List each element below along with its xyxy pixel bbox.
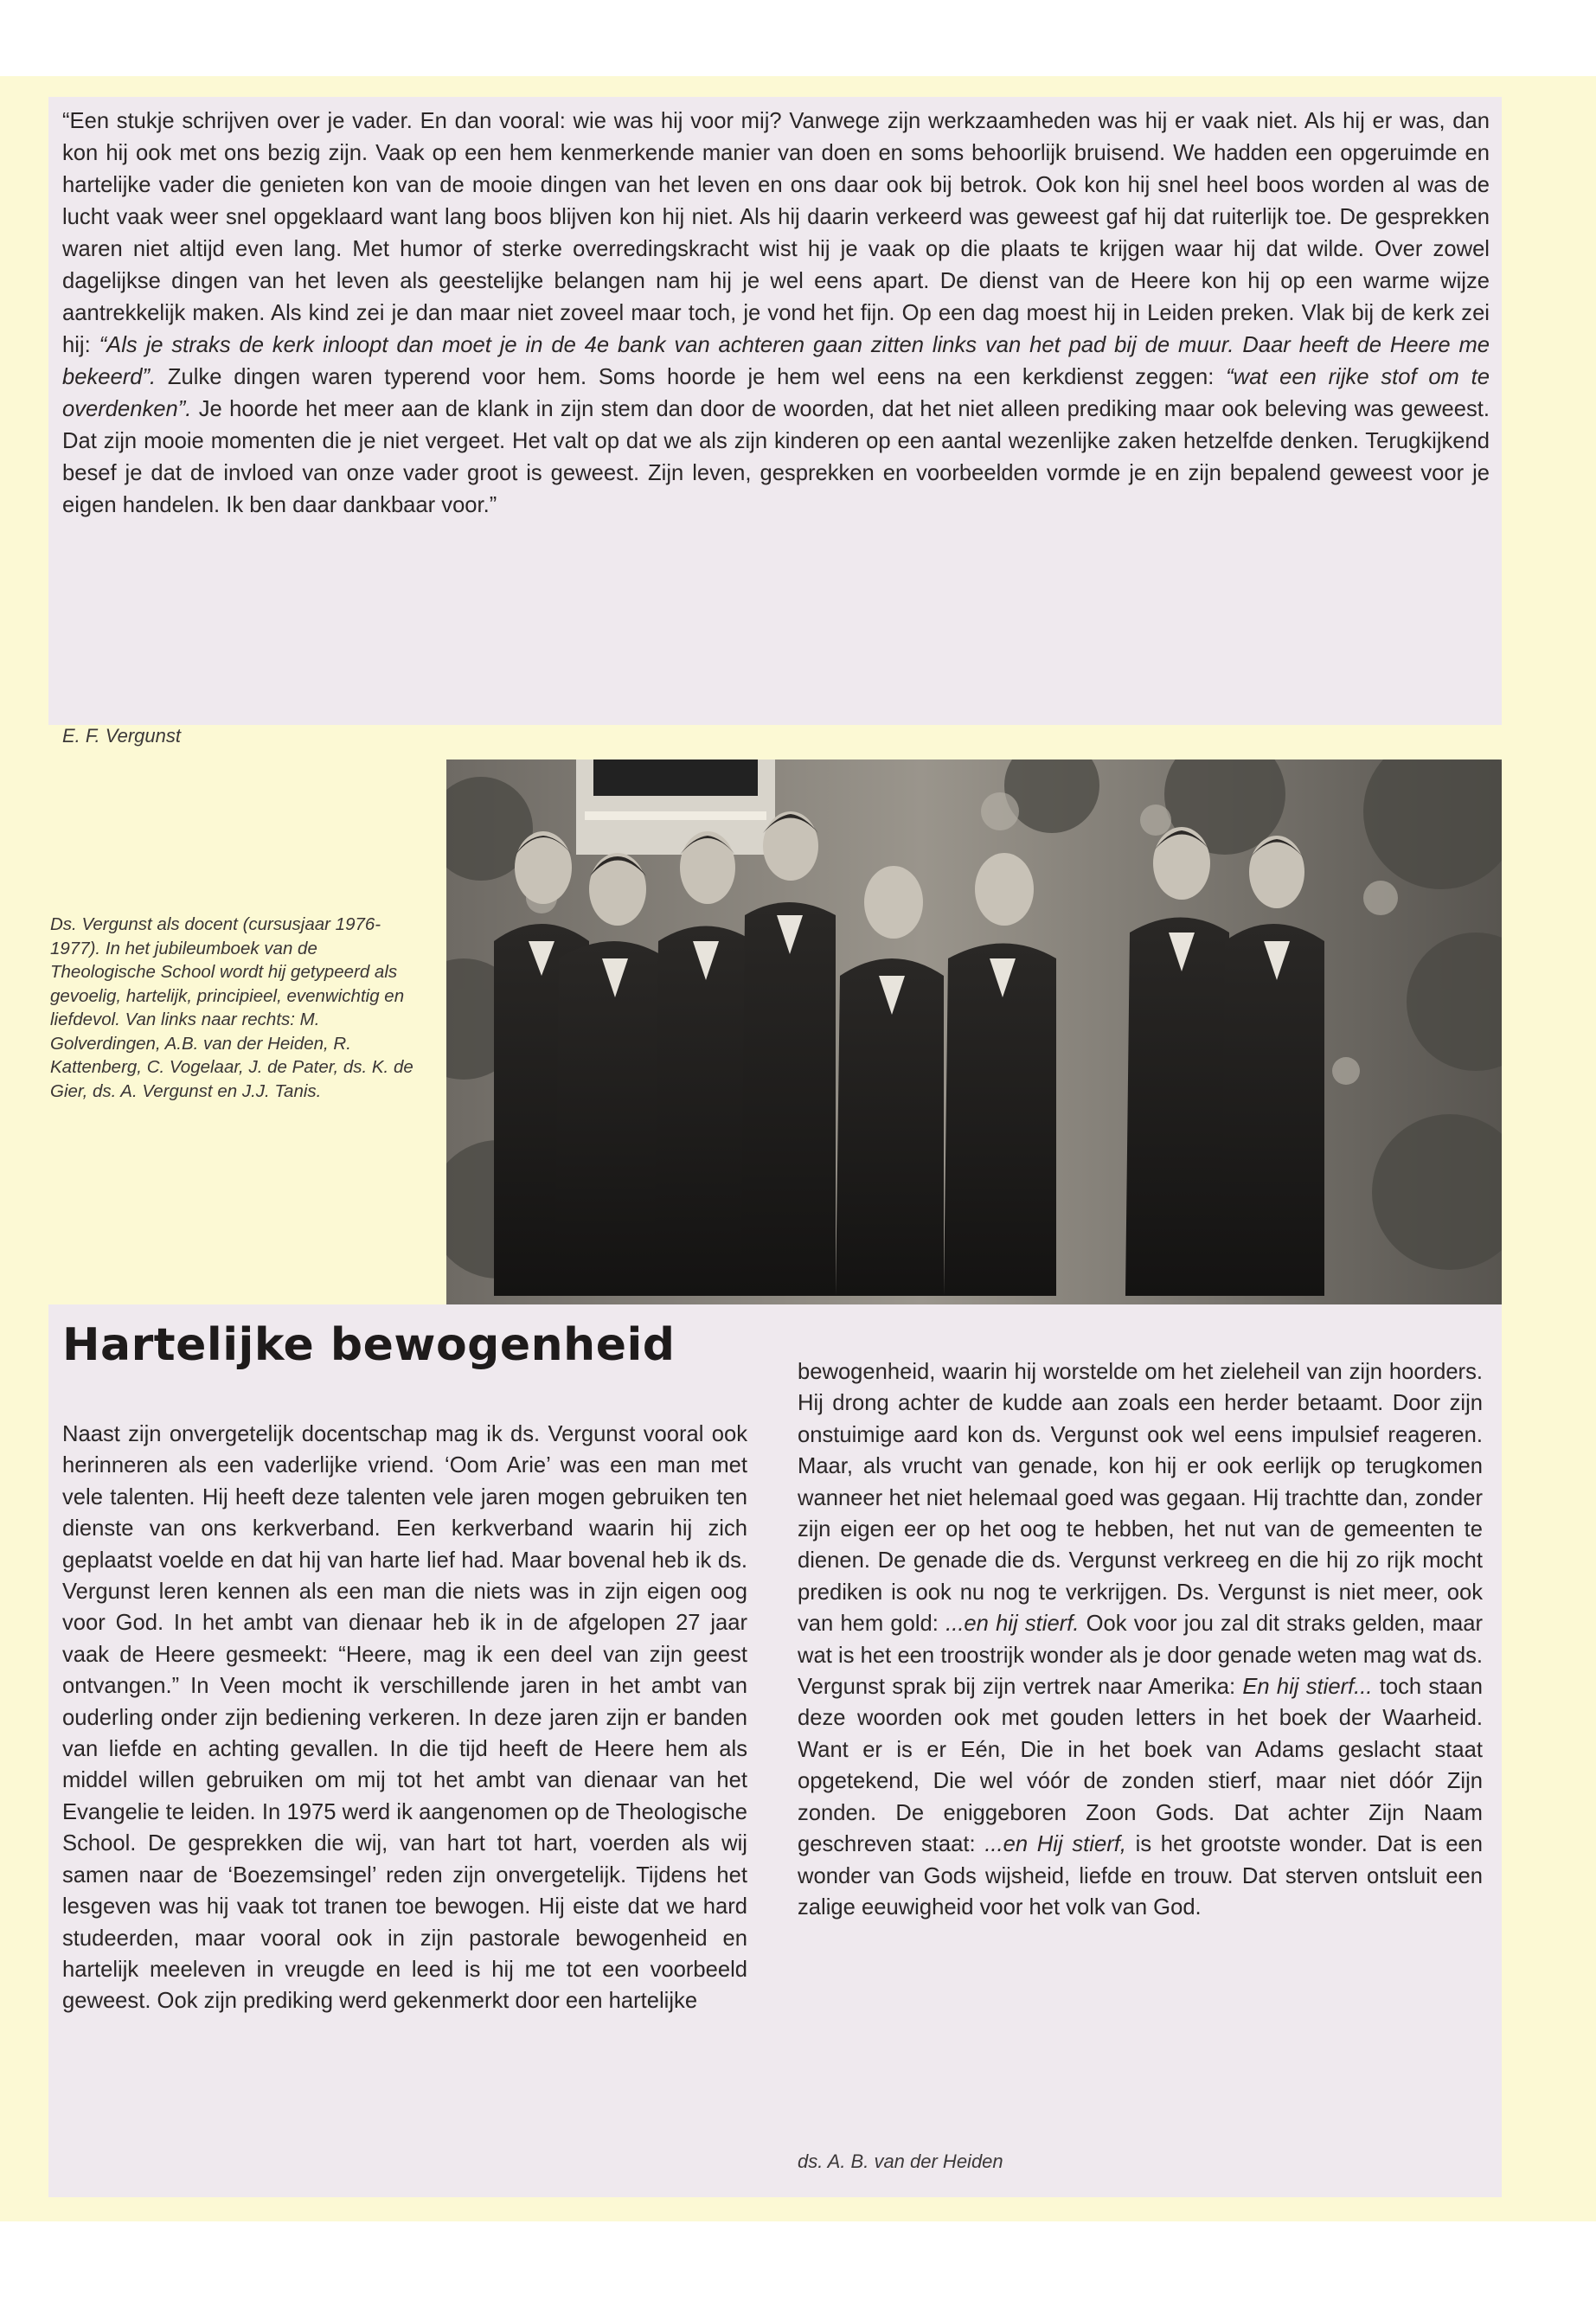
article-right-column <box>798 1356 1483 1923</box>
quote-text-b: Zulke dingen waren typerend voor hem. Soms hoorde je hem wel eens na een kerkdienst zeggen: <box>156 365 1227 389</box>
photo-caption: Ds. Vergunst als docent (cursusjaar 1976-1977). In het jubileumboek van de Theologische School wordt hij getypeerd als gevoelig, hartelijk, principieel, evenwichtig en liefdevol. Van links naar rechts: M. Golverdingen, A.B. van der Heiden, R. Kattenberg, C. Vogelaar, J. de Pater, ds. K. de Gier, ds. A. Vergunst en J.J. Tanis. <box>50 914 413 1101</box>
quote-text-c: Je hoorde het meer aan de klank in zijn stem dan door de woorden, dat het niet alleen prediking maar ook beleving was geweest. Dat zijn mooie momenten die je niet vergeet. Het valt op dat we als zijn kinderen op een aantal wezenlijke zaken hetzelfde denken. Terugkijkend besef je dat de invloed van onze vader groot is geweest. Zijn leven, gesprekken en voorbeelden vormde je en zijn bepalend geweest voor je eigen handelen. Ik ben daar dankbaar voor.” <box>62 397 1490 517</box>
article-heading: Hartelijke bewogenheid <box>62 1319 676 1371</box>
right-text-b-italic: En hij stierf... <box>1242 1675 1373 1700</box>
right-text-d: is het grootste wonder. Dat is een wonder van Gods wijsheid, liefde en trouw. Dat sterven ontsluit een zalige eeuwigheid voor het volk van God. <box>798 1832 1484 1920</box>
quote-text-b-italic: “wat een rijke stof om te overdenken”. <box>62 365 1490 421</box>
right-text-c-italic: ...en Hij stierf, <box>984 1832 1126 1857</box>
group-photo <box>446 760 1502 1306</box>
quote-text <box>62 106 1490 522</box>
quote-text-a-italic: “Als je straks de kerk inloopt dan moet je in de 4e bank van achteren gaan zitten links van het pad bij de muur. Daar heeft de Heere me bekeerd”. <box>62 333 1490 389</box>
right-text-c: toch staan deze woorden ook met gouden letters in het boek der Waarheid. Want er is er Eén, Die in het boek van Adams geslacht staat opgetekend, Die wel vóór de zonden stierf, maar niet dóór Zijn zonden. De eniggeboren Zoon Gods. Dat achter Zijn Naam geschreven staat: <box>798 1675 1483 1857</box>
right-text-a: bewogenheid, waarin hij worstelde om het zieleheil van zijn hoorders. Hij drong achter de kudde aan zoals een herder betaamt. Door zijn onstuimige aard kon ds. Vergunst ook wel eens impulsief reageren. Maar, als vrucht van genade, kon hij er ook eerlijk op terugkomen wanneer het niet helemaal goed was gegaan. Hij trachtte dan, zonder zijn eigen eer op het oog te hebben, het nut van de gemeenten te dienen. De genade die ds. Vergunst verkreeg en die hij zo rijk mocht prediken is ook nu nog te verkrijgen. Ds. Vergunst is niet meer, ook van hem gold: <box>798 1360 1483 1637</box>
quote-text-a: “Een stukje schrijven over je vader. En dan vooral: wie was hij voor mij? Vanwege zijn werkzaamheden was hij er vaak niet. Als hij er was, dan kon hij ook met ons bezig zijn. Vaak op een hem kenmerkende manier van doen en soms behoorlijk bruisend. We hadden een opgeruimde en hartelijke vader die genieten kon van de mooie dingen van het leven en ons daar ook bij betrok. Ook kon hij snel heel boos worden al was de lucht vaak weer snel opgeklaard want lang boos blijven kon hij niet. Als hij daarin verkeerd was geweest gaf hij dat ruiterlijk toe. De gesprekken waren niet altijd even lang. Met humor of sterke overredingskracht wist hij je vaak op die plaats te krijgen waar hij dat wilde. Over zowel dagelijkse dingen van het leven als geestelijke belangen nam hij je wel eens apart. De dienst van de Heere kon hij op een warme wijze aantrekkelijk maken. Als kind zei je dan maar niet zoveel maar toch, je vond het fijn. Op een dag moest hij in Leiden preken. Vlak bij de kerk zei hij: <box>62 109 1490 357</box>
article-signature: ds. A. B. van der Heiden <box>798 2150 1003 2172</box>
quote-signature: E. F. Vergunst <box>62 725 181 747</box>
article-left-column: Naast zijn onvergetelijk docentschap mag ik ds. Vergunst vooral ook herinneren als een vaderlijke vriend. ‘Oom Arie’ was een man met vele talenten. Hij heeft deze talenten vele jaren mogen gebruiken ten dienste van ons kerkverband. Een kerkverband waarin hij zich geplaatst voelde en dat hij van harte lief had. Maar bovenal heb ik ds. Vergunst leren kennen als een man die niets was in zijn eigen oog voor God. In het ambt van dienaar heb ik in de afgelopen 27 jaar vaak de Heere gesmeekt: “Heere, mag ik een deel van zijn geest ontvangen.” In Veen mocht ik verschillende jaren in het ambt van ouderling onder zijn bediening verkeren. In deze jaren zijn er banden van liefde en achting gevallen. In die tijd heeft de Heere hem als middel willen gebruiken om mij tot het ambt van dienaar van het Evangelie te leiden. In 1975 werd ik aangenomen op de Theologische School. De gesprekken die wij, van hart tot hart, voerden als wij samen naar de ‘Boezemsingel’ reden zijn onvergetelijk. Tijdens het lesgeven was hij vaak tot tranen toe bewogen. Hij eiste dat we hard studeerden, maar vooral ook in zijn pastorale bewogenheid en hartelijk meeleven in vreugde en leed is hij me tot een voorbeeld geweest. Ook zijn prediking werd gekenmerkt door een hartelijke <box>62 1422 747 2014</box>
right-text-b: Ook voor jou zal dit straks gelden, maar wat is het een troostrijk wonder als je door genade weten mag wat ds. Vergunst sprak bij zijn vertrek naar Amerika: <box>798 1612 1484 1700</box>
right-text-a-italic: ...en hij stierf. <box>945 1612 1080 1637</box>
